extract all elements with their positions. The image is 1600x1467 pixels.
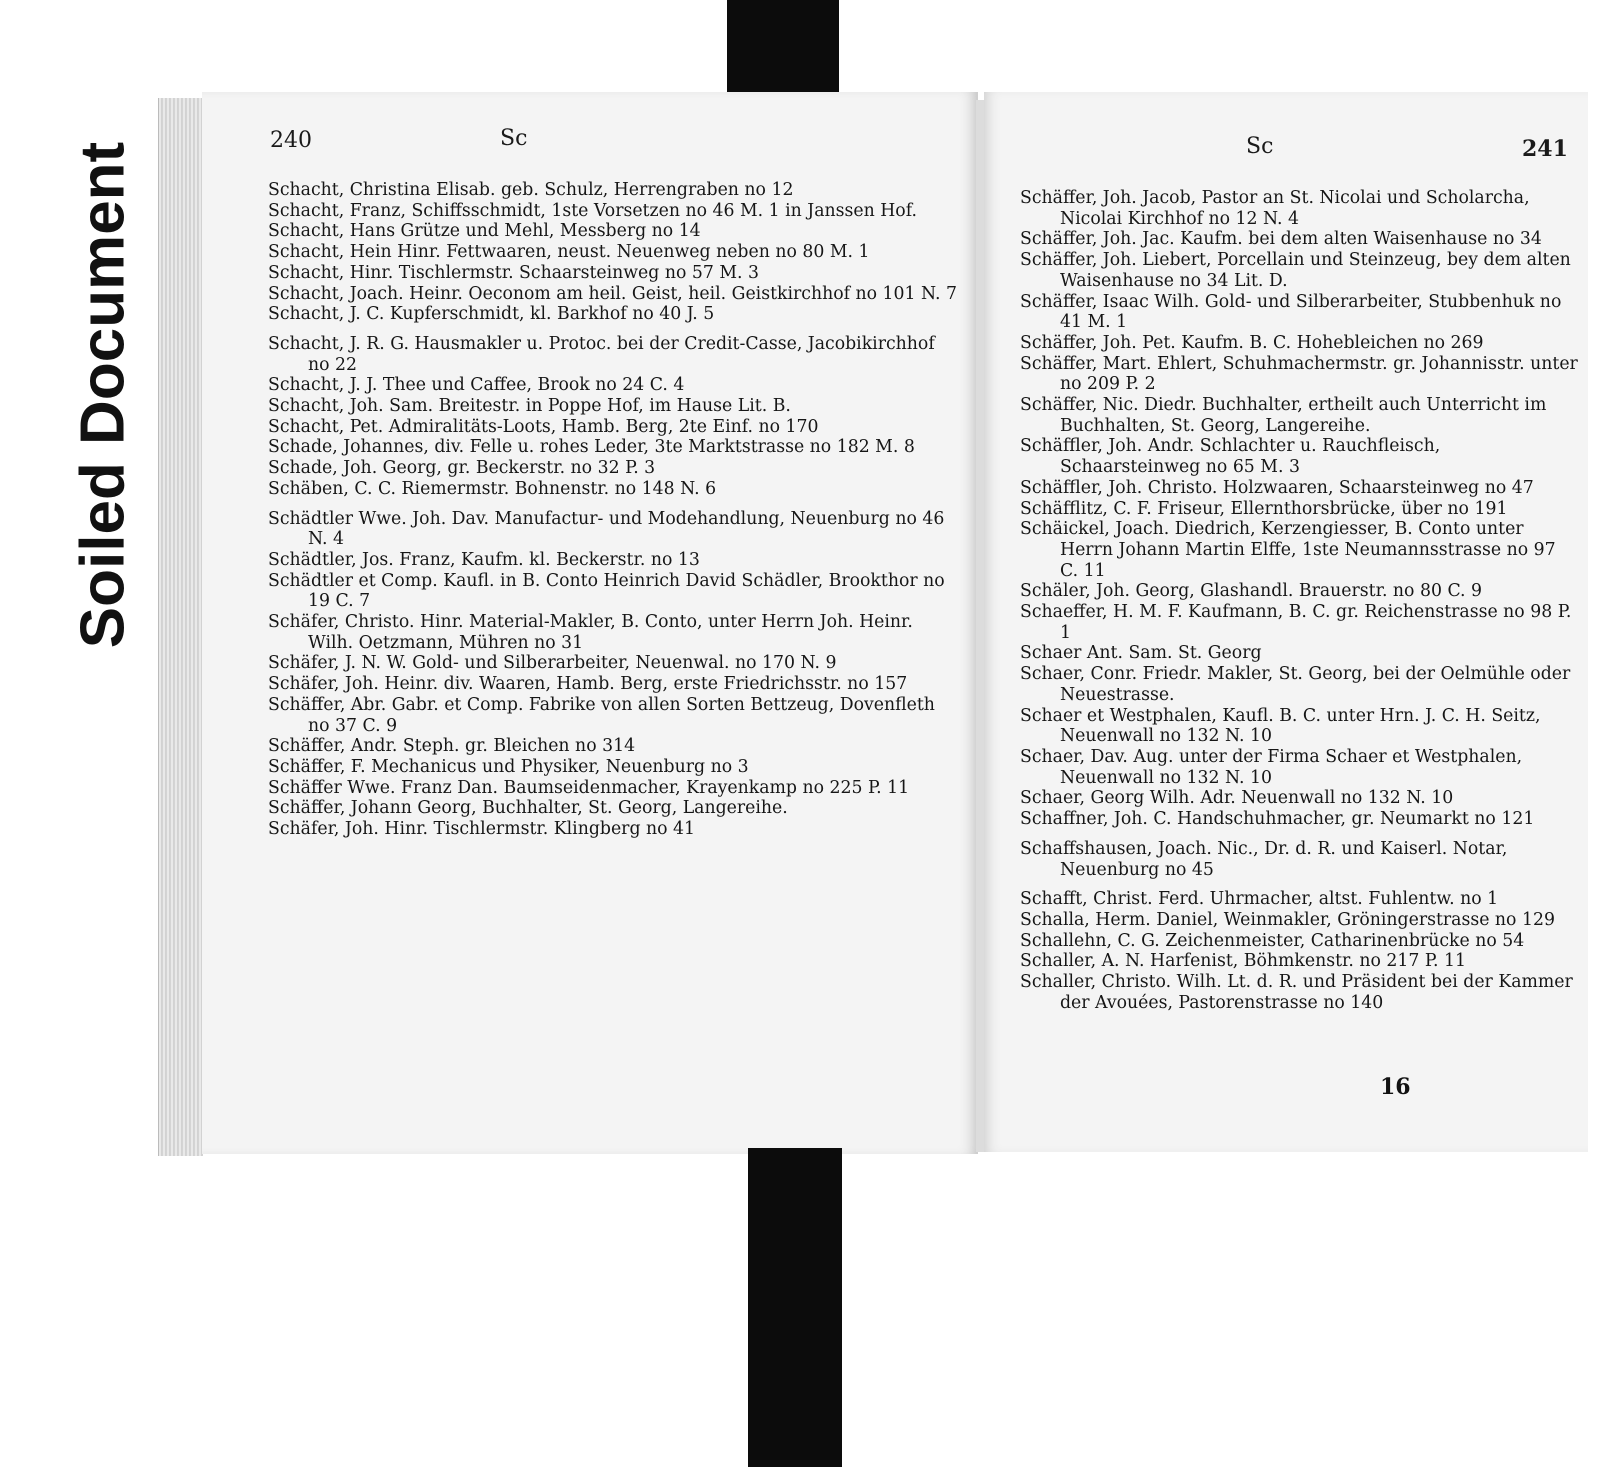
directory-entry: Schacht, Hinr. Tischlermstr. Schaarsteinweg no 57 M. 3 [268, 262, 760, 283]
directory-entry: Schäffer, Joh. Pet. Kaufm. B. C. Hohebleichen no 269 [1020, 332, 1484, 353]
right-page [984, 92, 1588, 1152]
directory-entry: Schäffer, Isaac Wilh. Gold- und Silberarbeiter, Stubbenhuk no 41 M. 1 [1020, 291, 1562, 333]
left-page [202, 92, 978, 1154]
right-page-number: 241 [1522, 136, 1568, 162]
directory-entry: Schaer, Dav. Aug. unter der Firma Schaer et Westphalen, Neuenwall no 132 N. 10 [1020, 746, 1523, 788]
directory-entry: Schacht, Christina Elisab. geb. Schulz, Herrengraben no 12 [268, 180, 794, 200]
directory-entry: Schäffer, Joh. Jac. Kaufm. bei dem alten Waisenhause no 34 [1020, 229, 1542, 250]
directory-entry: Schaer Ant. Sam. St. Georg [1020, 643, 1262, 664]
directory-entry: Schacht, J. C. Kupferschmidt, kl. Barkhof no 40 J. 5 [268, 304, 715, 325]
directory-entry: Schäffer Wwe. Franz Dan. Baumseidenmacher, Krayenkamp no 225 P. 11 [268, 777, 910, 798]
directory-entry: Schade, Joh. Georg, gr. Beckerstr. no 32 P. 3 [268, 458, 656, 479]
book-spread [158, 92, 1578, 1160]
directory-entry: Schäben, C. C. Riemermstr. Bohnenstr. no 148 N. 6 [268, 478, 717, 499]
directory-entry: Schallehn, C. G. Zeichenmeister, Catharinenbrücke no 54 [1020, 930, 1525, 951]
directory-entry: Schädtler Wwe. Joh. Dav. Manufactur- und Modehandlung, Neuenburg no 46 N. 4 [268, 508, 945, 550]
directory-entry: Schaller, Christo. Wilh. Lt. d. R. und Präsident bei der Kammer der Avouées, Pastorenstrasse no 140 [1020, 972, 1573, 1013]
directory-entry: Schäffer, Johann Georg, Buchhalter, St. Georg, Langereihe. [268, 798, 788, 819]
directory-entry: Schäfflitz, C. F. Friseur, Ellernthorsbrücke, über no 191 [1020, 498, 1508, 519]
soiled-document-stamp [58, 140, 148, 650]
right-running-head: Sc [1246, 134, 1274, 159]
stamp-text: Soiled Document [68, 141, 138, 649]
directory-entry: Schaffner, Joh. C. Handschuhmacher, gr. Neumarkt no 121 [1020, 809, 1535, 830]
directory-entry: Schäffer, Joh. Jacob, Pastor an St. Nicolai und Scholarcha, Nicolai Kirchhof no 12 N. 4 [1020, 188, 1530, 229]
directory-entry: Schade, Johannes, div. Felle u. rohes Leder, 3te Marktstrasse no 182 M. 8 [268, 437, 915, 458]
left-entry-list [268, 180, 958, 840]
directory-entry: Schacht, J. R. G. Hausmakler u. Protoc. bei der Credit-Casse, Jacobikirchhof no 22 [268, 333, 935, 375]
directory-entry: Schacht, Hein Hinr. Fettwaaren, neust. Neuenweg neben no 80 M. 1 [268, 242, 870, 263]
page-stack-edge [158, 98, 203, 1156]
directory-entry: Schacht, J. J. Thee und Caffee, Brook no 24 C. 4 [268, 375, 685, 396]
directory-entry: Schäffer, F. Mechanicus und Physiker, Neuenburg no 3 [268, 756, 749, 777]
directory-entry: Schäffer, Joh. Liebert, Porcellain und Steinzeug, bey dem alten Waisenhause no 34 Lit. D. [1020, 250, 1571, 291]
left-running-head: Sc [500, 126, 528, 151]
directory-entry: Schalla, Herm. Daniel, Weinmakler, Gröningerstrasse no 129 [1020, 909, 1555, 930]
directory-entry: Schaffshausen, Joach. Nic., Dr. d. R. und Kaiserl. Notar, Neuenburg no 45 [1020, 838, 1508, 880]
directory-entry: Schäfer, Joh. Hinr. Tischlermstr. Klingberg no 41 [268, 819, 696, 840]
directory-entry: Schaeffer, H. M. F. Kaufmann, B. C. gr. Reichenstrasse no 98 P. 1 [1020, 602, 1572, 643]
directory-entry: Schacht, Pet. Admiralitäts-Loots, Hamb. Berg, 2te Einf. no 170 [268, 416, 819, 437]
directory-entry: Schädtler et Comp. Kaufl. in B. Conto Heinrich David Schädler, Brookthor no 19 C. 7 [268, 570, 945, 612]
directory-entry: Schacht, Joh. Sam. Breitestr. in Poppe Hof, im Hause Lit. B. [268, 396, 791, 417]
directory-entry: Schaer et Westphalen, Kaufl. B. C. unter Hrn. J. C. H. Seitz, Neuenwall no 132 N. 10 [1020, 705, 1541, 747]
signature-mark: 16 [1380, 1074, 1411, 1100]
directory-entry: Schäickel, Joach. Diedrich, Kerzengiesser, B. Conto unter Herrn Johann Martin Elffe, 1ste Neumannsstrasse no 97 C. 11 [1020, 519, 1556, 581]
directory-entry: Schäfer, J. N. W. Gold- und Silberarbeiter, Neuenwal. no 170 N. 9 [268, 653, 837, 674]
directory-entry: Schäffer, Mart. Ehlert, Schuhmachermstr. gr. Johannisstr. unter no 209 P. 2 [1020, 353, 1578, 395]
directory-entry: Schafft, Christ. Ferd. Uhrmacher, altst. Fuhlentw. no 1 [1020, 889, 1499, 910]
right-entry-list [1020, 188, 1578, 1013]
directory-entry: Schäfer, Christo. Hinr. Material-Makler, B. Conto, unter Herrn Joh. Heinr. Wilh. Oetzmann, Mühren no 31 [268, 612, 913, 653]
directory-entry: Schacht, Joach. Heinr. Oeconom am heil. Geist, heil. Geistkirchhof no 101 N. 7 [268, 283, 958, 304]
directory-entry: Schäffer, Nic. Diedr. Buchhalter, ertheilt auch Unterricht im Buchhalten, St. Georg, Langereihe. [1020, 395, 1547, 436]
directory-entry: Schädtler, Jos. Franz, Kaufm. kl. Beckerstr. no 13 [268, 549, 700, 570]
directory-entry: Schacht, Hans Grütze und Mehl, Messberg no 14 [268, 221, 701, 242]
directory-entry: Schäffer, Andr. Steph. gr. Bleichen no 314 [268, 736, 636, 757]
directory-entry: Schäffer, Abr. Gabr. et Comp. Fabrike von allen Sorten Bettzeug, Dovenfleth no 37 C. 9 [268, 694, 935, 736]
directory-entry: Schäffler, Joh. Christo. Holzwaaren, Schaarsteinweg no 47 [1020, 477, 1534, 498]
directory-entry: Schaer, Conr. Friedr. Makler, St. Georg, bei der Oelmühle oder Neuestrasse. [1020, 664, 1571, 705]
directory-entry: Schaer, Georg Wilh. Adr. Neuenwall no 132 N. 10 [1020, 788, 1454, 809]
left-page-number: 240 [270, 128, 312, 153]
directory-entry: Schäfer, Joh. Heinr. div. Waaren, Hamb. Berg, erste Friedrichsstr. no 157 [268, 674, 908, 695]
directory-entry: Schaller, A. N. Harfenist, Böhmkenstr. no 217 P. 11 [1020, 951, 1466, 972]
directory-entry: Schäffler, Joh. Andr. Schlachter u. Rauchfleisch, Schaarsteinweg no 65 M. 3 [1020, 436, 1441, 478]
bookmark-ribbon-bottom [748, 1148, 842, 1467]
directory-entry: Schacht, Franz, Schiffsschmidt, 1ste Vorsetzen no 46 M. 1 in Janssen Hof. [268, 200, 917, 221]
directory-entry: Schäler, Joh. Georg, Glashandl. Brauerstr. no 80 C. 9 [1020, 581, 1483, 602]
